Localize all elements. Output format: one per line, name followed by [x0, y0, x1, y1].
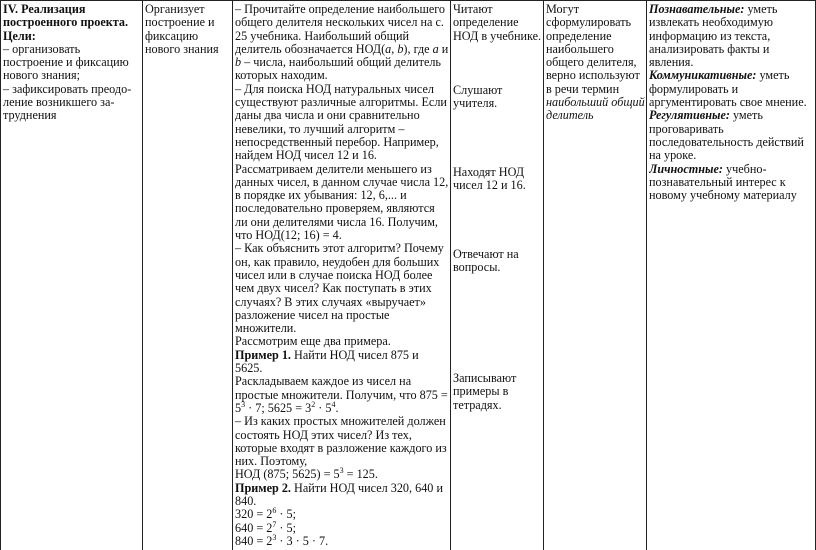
- column-border: [646, 0, 647, 550]
- example-1: Пример 1. Найти НОД чисел 875 и 5625.: [235, 347, 419, 376]
- stage-title: IV. Реализация построенного проекта.: [3, 3, 129, 30]
- content-paragraph: – Прочитайте определение наибольшего общего делителя нескольких чисел на с. 25 учебника. Наибольший общий делитель обозначается НОД(a, b), где a и b – числа, наибольший общий делитель которых находим.: [235, 3, 449, 83]
- content-paragraph: – Как объяснить этот алгоритм? Почему он, как правило, неудобен для больших чисел или в случае поиска НОД более чем двух чисел? Как поступать в этих случаях? В этих случаях «выручает» разложение чисел на простые множители.: [235, 241, 444, 336]
- column-border: [142, 0, 143, 550]
- uud-personal: Личностные: учебно-познавательный интерес к новому учебному материалу: [649, 161, 797, 203]
- content-cell: [235, 3, 449, 548]
- example-2: Пример 2. Найти НОД чисел 320, 640 и 840.: [235, 480, 443, 508]
- uud-cell: [649, 3, 814, 202]
- gcd-result: НОД (875; $5625) = 5^3 = 125$.: [235, 466, 378, 482]
- factorization-320: $320 = 2^6 \cdot 5$;: [235, 506, 296, 522]
- student-action-2: Слушают учителя.: [453, 84, 503, 111]
- factorization-640: $640 = 2^7 \cdot 5$;: [235, 519, 296, 535]
- student-action-1: Читают определение НОД в учебнике.: [453, 3, 542, 43]
- column-border: [543, 0, 544, 550]
- factorization-840: $840 = 2^3 \cdot 3 \cdot 5 \cdot 7$.: [235, 532, 329, 548]
- content-paragraph: – Для поиска НОД натуральных чисел существуют различные алгоритмы. Если даны два числа и они сравнительно невелики, то лучший алгоритм – непосредственный перебор. Например, найдем НОД чисел 12 и 16.: [235, 81, 447, 163]
- uud-communicative: Коммуникативные: уметь формулировать и аргументировать свое мнение.: [649, 68, 807, 110]
- student-action-5: Записывают примеры в тетрадях.: [453, 372, 517, 412]
- content-paragraph: – Из каких простых множителей должен состоять НОД этих чисел? Из тех, которые входят в разложение каждого из них. Поэтому,: [235, 414, 447, 469]
- uud-regulative: Регулятивные: уметь проговаривать последовательность действий на уроке.: [649, 108, 804, 163]
- uud-cognitive: Познавательные: уметь извлекать необходимую информацию из текста, анализировать факты и явления.: [649, 3, 778, 70]
- column-border: [232, 0, 233, 550]
- goal-item: – организовать построение и фиксацию нового знания;: [3, 41, 129, 83]
- goal-item: – зафиксировать преодо-ление возникшего за-труднения: [3, 81, 132, 123]
- content-paragraph: Рассматриваем делители меньшего из данных чисел, в данном случае числа 12, в порядке их убывания: 12, 6,... и последовательно проверяем, являются ли они делителями числа 16. Получим, что НОД(12; 16) = 4.: [235, 161, 449, 243]
- result-cell: [546, 3, 645, 123]
- goals-label: Цели:: [3, 28, 36, 43]
- column-border: [0, 0, 1, 550]
- table-top-border: [0, 0, 816, 1]
- student-action-4: Отвечают на вопросы.: [453, 248, 519, 275]
- example-1-factorization: Раскладываем каждое из чисел на простые множители. Получим, что $875 = 5^3 \cdot 7$; $5625 = 3^2 \cdot 5^4$.: [235, 374, 448, 415]
- column-border: [450, 0, 451, 550]
- stage-cell: [3, 3, 140, 123]
- student-action-3: Находят НОД чисел 12 и 16.: [453, 166, 526, 193]
- result-text: Могут сформулировать определение наибольшего общего делителя, верно используют в речи термин наибольший общий делитель: [546, 3, 645, 123]
- teacher-action-cell: [145, 3, 230, 56]
- teacher-action: Организует построение и фиксацию нового знания: [145, 3, 219, 56]
- content-paragraph: Рассмотрим еще два примера.: [235, 334, 391, 349]
